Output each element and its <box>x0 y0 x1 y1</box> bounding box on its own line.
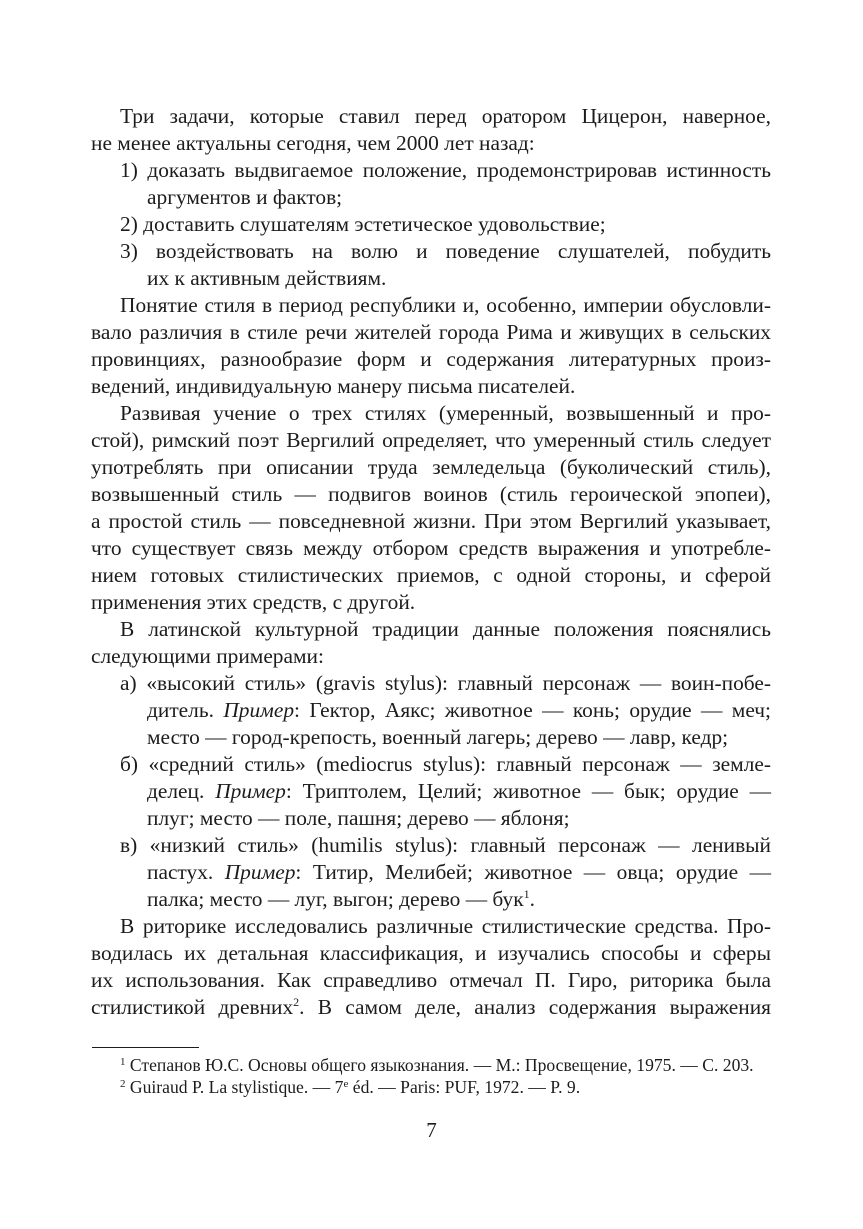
text-line: а) «высокий стиль» (gravis stylus): главный персонаж — воин-побе- <box>120 671 771 695</box>
text-line: В риторике исследовались различные стилистические средства. Про- <box>120 914 771 938</box>
paragraph <box>91 400 771 616</box>
text-line: водилась их детальная классификация, и изучались способы и сферы <box>91 941 771 965</box>
list-item <box>91 238 771 292</box>
list-item <box>91 751 771 832</box>
footnote-mark: 2 <box>120 1078 126 1090</box>
footnotes <box>120 1054 780 1098</box>
footnote-reference: 2 <box>293 995 300 1009</box>
text-line: место — город-крепость, военный лагерь; дерево — лавр, кедр; <box>147 725 729 749</box>
text-line: а простой стиль — повседневной жизни. При этом Вергилий указывает, <box>91 509 771 533</box>
text-line: стилистикой древних$^2$. В самом деле, анализ содержания выражения <box>91 995 771 1019</box>
text-line: 3) воздействовать на волю и поведение слушателей, побудить <box>120 239 771 263</box>
text-line: пастух. Пример: Титир, Мелибей; животное — овца; орудие — <box>147 860 771 884</box>
text-line: Понятие стиля в период республики и, особенно, империи обусловли- <box>120 293 771 317</box>
page-number: 7 <box>426 1118 437 1142</box>
page-body <box>91 103 771 1021</box>
footnote-reference: e <box>343 1078 349 1090</box>
text-line: их к активным действиям. <box>147 266 387 290</box>
text-line: в) «низкий стиль» (humilis stylus): главный персонаж — ленивый <box>120 833 771 857</box>
text-line: плуг; место — поле, пашня; дерево — яблоня; <box>147 806 570 830</box>
italic-term: Пример <box>215 779 286 803</box>
italic-term: Пример <box>223 698 295 722</box>
footnote-mark: 1 <box>120 1056 126 1068</box>
list-item <box>91 211 771 238</box>
paragraph <box>91 103 771 157</box>
text-line: 1) доказать выдвигаемое положение, продемонстрировав истинность <box>120 158 771 182</box>
text-line: не менее актуальны сегодня, чем 2000 лет назад: <box>91 131 535 155</box>
text-line: Развивая учение о трех стилях (умеренный, возвышенный и про- <box>120 401 771 425</box>
text-line: стой), римский поэт Вергилий определяет, что умеренный стиль следует <box>91 428 771 452</box>
footnote-separator <box>92 1047 199 1048</box>
text-line: что существует связь между отбором средств выражения и употребле- <box>91 536 771 560</box>
text-line: Три задачи, которые ставил перед оратором Цицерон, наверное, <box>120 104 771 128</box>
text-line: применения этих средств, с другой. <box>91 590 416 614</box>
footnote: $^2$ Guiraud P. La stylistique. — 7e éd. — Paris: PUF, 1972. — P. 9. <box>120 1077 581 1097</box>
paragraph <box>91 292 771 400</box>
text-line: 2) доставить слушателям эстетическое удовольствие; <box>120 212 606 236</box>
text-line: вало различия в стиле речи жителей города Рима и живущих в сельских <box>91 320 771 344</box>
text-line: б) «средний стиль» (mediocrus stylus): главный персонаж — земле- <box>120 752 771 776</box>
text-line: дитель. Пример: Гектор, Аякс; животное — конь; орудие — меч; <box>147 698 771 722</box>
text-line: аргументов и фактов; <box>147 185 343 209</box>
text-line: возвышенный стиль — подвигов воинов (стиль героической эпопеи), <box>91 482 771 506</box>
text-line: палка; место — луг, выгон; дерево — бук$^1$. <box>147 887 535 911</box>
list-item <box>91 157 771 211</box>
list-item <box>91 832 771 913</box>
text-line: делец. Пример: Триптолем, Целий; животное — бык; орудие — <box>147 779 771 803</box>
text-line: провинциях, разнообразие форм и содержания литературных произ- <box>91 347 771 371</box>
italic-term: Пример <box>224 860 296 884</box>
text-line: употреблять при описании труда земледельца (буколический стиль), <box>91 455 771 479</box>
footnote: $^1$ Степанов Ю.С. Основы общего языкознания. — М.: Просвещение, 1975. — С. 203. <box>120 1055 754 1075</box>
text-line: следующими примерами: <box>91 644 324 668</box>
footnote-reference: 1 <box>523 887 530 901</box>
text-line: В латинской культурной традиции данные положения пояснялись <box>120 617 771 641</box>
list-item <box>91 670 771 751</box>
text-flow <box>91 103 771 1021</box>
paragraph <box>91 913 771 1021</box>
paragraph <box>91 616 771 670</box>
text-line: нием готовых стилистических приемов, с одной стороны, и сферой <box>91 563 771 587</box>
text-line: их использования. Как справедливо отмечал П. Гиро, риторика была <box>91 968 771 992</box>
text-line: ведений, индивидуальную манеру письма писателей. <box>91 374 576 398</box>
